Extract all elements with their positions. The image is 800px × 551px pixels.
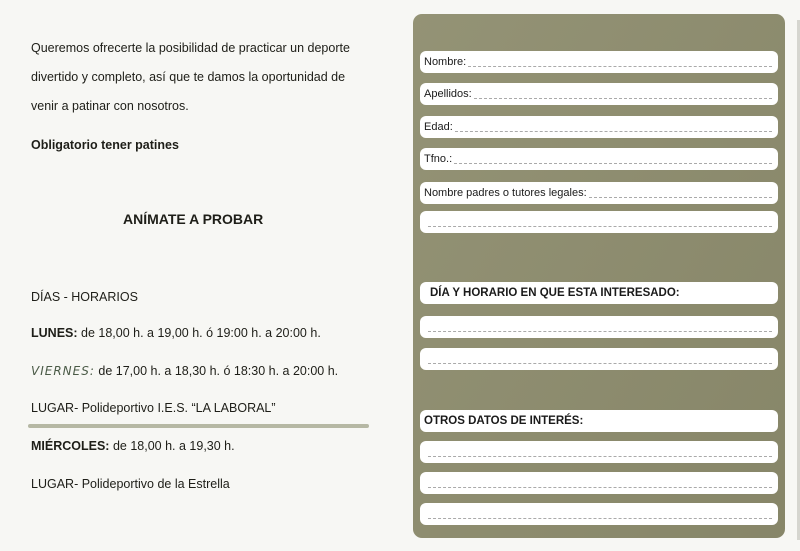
other-info-line-2[interactable]	[420, 472, 778, 494]
requirement-text: Obligatorio tener patines	[31, 138, 179, 152]
guardian-field[interactable]	[420, 182, 778, 204]
field-label: Edad:	[424, 121, 453, 133]
divider	[28, 424, 369, 428]
schedule-monday	[31, 326, 321, 340]
place-laboral: LUGAR- Polideportivo I.E.S. “LA LABORAL”	[31, 401, 276, 415]
day-label: MIÉRCOLES:	[31, 439, 110, 453]
surname-field[interactable]	[420, 83, 778, 105]
place-estrella: LUGAR- Polideportivo de la Estrella	[31, 477, 230, 491]
schedule-interest-line-2[interactable]	[420, 348, 778, 370]
day-label-handwritten: VIERNES:	[31, 364, 95, 378]
hours-text: de 17,00 h. a 18,30 h. ó 18:30 h. a 20:00 h.	[94, 364, 339, 378]
hours-text: de 18,00 h. a 19,00 h. ó 19:00 h. a 20:00 h.	[77, 326, 321, 340]
other-info-line-3[interactable]	[420, 503, 778, 525]
hours-text: de 18,00 h. a 19,30 h.	[109, 439, 235, 453]
field-label: Tfno.:	[424, 153, 453, 165]
day-label: LUNES:	[31, 326, 78, 340]
promo-title: ANÍMATE A PROBAR	[123, 211, 264, 227]
name-field[interactable]	[420, 51, 778, 73]
phone-field[interactable]	[420, 148, 778, 170]
other-info-line-1[interactable]	[420, 441, 778, 463]
schedule-interest-header: DÍA Y HORARIO EN QUE ESTA INTERESADO:	[420, 282, 778, 304]
intro-line-2: divertido y completo, así que te damos la oportunidad de	[31, 70, 346, 84]
age-field[interactable]	[420, 116, 778, 138]
guardian-field-extra[interactable]	[420, 211, 778, 233]
schedule-interest-line-1[interactable]	[420, 316, 778, 338]
registration-form	[413, 14, 785, 538]
schedule-heading: DÍAS - HORARIOS	[31, 290, 138, 304]
intro-line-1: Queremos ofrecerte la posibilidad de practicar un deporte	[31, 41, 350, 55]
field-label: Nombre padres o tutores legales:	[424, 187, 587, 199]
field-label: Nombre:	[424, 56, 467, 68]
other-info-header: OTROS DATOS DE INTERÉS:	[420, 410, 778, 432]
intro-line-3: venir a patinar con nosotros.	[31, 99, 189, 113]
schedule-wednesday	[31, 439, 235, 453]
schedule-friday	[31, 364, 338, 378]
field-label: Apellidos:	[424, 88, 472, 100]
